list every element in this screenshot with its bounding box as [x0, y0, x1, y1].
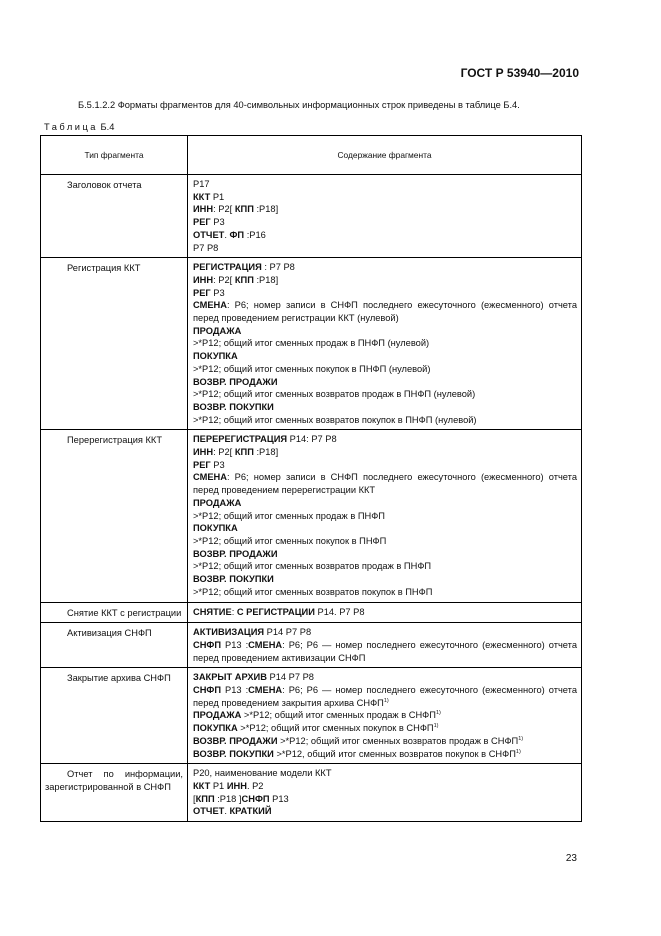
field-text: : P6; номер записи в СНФП последнего ежесуточного (ежесменного) отчета перед проведением регистрации ККТ (нулевой) [193, 300, 577, 324]
field-text: >*P12, общий итог сменных возвратов покупок в СНФП [273, 748, 516, 759]
field-keyword: СМЕНА [193, 472, 227, 483]
col-header-content: Содержание фрагмента [188, 136, 582, 175]
fragment-content-cell [188, 175, 582, 258]
field-text: P20, наименование модели ККТ [193, 768, 332, 779]
field-text: : [231, 606, 237, 617]
fragment-line [193, 671, 577, 684]
field-keyword: РЕГ [193, 217, 211, 228]
intro-paragraph: Б.5.1.2.2 Форматы фрагментов для 40-символьных информационных строк приведены в таблице Б.4. [78, 100, 520, 110]
fragment-line [193, 548, 577, 561]
field-text: P14: P7 P8 [287, 434, 337, 445]
fragment-content-cell [188, 668, 582, 764]
fragment-type-label: Отчет по информации, зарегистрированной в СНФП [45, 769, 183, 792]
field-text: : P6; P6 — номер последнего ежесуточного (ежесменного) отчета перед проведением закрытия архива СНФП [193, 685, 577, 708]
field-keyword: ВОЗВР. ПОКУПКИ [193, 574, 274, 585]
table-row [41, 175, 582, 258]
fragment-content-cell [188, 602, 582, 623]
field-keyword: ПРОДАЖА [193, 497, 242, 508]
fragment-line [193, 388, 577, 401]
field-text: >*P12; общий итог сменных возвратов продаж в ПНФП (нулевой) [193, 389, 476, 400]
fragment-line [193, 522, 577, 535]
fragment-content-cell [188, 623, 582, 668]
field-text: :P18 ] [214, 793, 242, 804]
field-text: : P6; P6 — номер последнего ежесуточного (ежесменного) отчета перед проведением активизации СНФП [193, 639, 577, 663]
fragment-table [40, 135, 582, 822]
table-body [41, 175, 582, 822]
fragment-line [193, 735, 577, 748]
field-text: : P2[ [213, 274, 235, 285]
fragment-line [193, 401, 577, 414]
field-keyword: РЕГИСТРАЦИЯ [193, 262, 262, 273]
field-keyword: ВОЗВР. ПРОДАЖИ [193, 735, 278, 746]
fragment-line [193, 497, 577, 510]
field-keyword: СНФП [193, 639, 222, 650]
fragment-line [193, 325, 577, 338]
field-text: >*P12; общий итог сменных продаж в СНФП [241, 710, 436, 721]
fragment-line [193, 606, 577, 619]
field-keyword: ИНН [226, 780, 247, 791]
field-keyword: ВОЗВР. ПОКУПКИ [193, 748, 274, 759]
fragment-line [193, 767, 577, 780]
fragment-type-label: Закрытие архива СНФП [67, 673, 171, 684]
field-keyword: ОТЧЕТ [193, 229, 225, 240]
footnote-mark: 1) [515, 748, 521, 755]
field-keyword: ОТЧЕТ [193, 806, 225, 817]
field-keyword: КПП [195, 793, 215, 804]
field-keyword: ПРОДАЖА [193, 325, 242, 336]
field-keyword: ККТ [193, 780, 211, 791]
field-keyword: ВОЗВР. ПОКУПКИ [193, 401, 274, 412]
field-text: :P16 [244, 229, 266, 240]
fragment-line [193, 560, 577, 573]
page-header-standard: ГОСТ Р 53940—2010 [460, 66, 579, 80]
fragment-type-label: Заголовок отчета [67, 180, 142, 190]
fragment-line [193, 573, 577, 586]
fragment-type-label: Перерегистрация ККТ [67, 435, 163, 446]
fragment-line [193, 414, 577, 427]
fragment-content-cell [188, 764, 582, 822]
field-text: : P6; номер записи в СНФП последнего ежесуточного (ежесменного) отчета перед проведением перерегистрации ККТ [193, 472, 577, 496]
field-text: : P7 P8 [261, 262, 295, 273]
fragment-type-cell [41, 623, 188, 668]
fragment-line [193, 242, 577, 255]
field-keyword: ИНН [193, 447, 214, 458]
fragment-type-cell [41, 175, 188, 258]
fragment-line [193, 191, 577, 204]
table-row [41, 623, 582, 668]
field-keyword: КПП [234, 274, 254, 285]
field-text: P3 [210, 217, 225, 228]
fragment-line [193, 805, 577, 818]
fragment-type-label: Регистрация ККТ [67, 263, 141, 274]
field-text: >*P12; общий итог сменных покупок в СНФП [237, 723, 434, 734]
fragment-line [193, 748, 577, 761]
field-text: P13 : [221, 685, 249, 696]
fragment-line [193, 350, 577, 363]
field-text: . [224, 806, 230, 817]
field-keyword: КПП [234, 204, 254, 215]
field-text: >*P12; общий итог сменных покупок в ПНФП [193, 535, 387, 546]
table-row [41, 430, 582, 602]
fragment-type-cell [41, 602, 188, 623]
table-row [41, 258, 582, 430]
field-keyword: КРАТКИЙ [229, 806, 272, 817]
table-header-row [41, 136, 582, 175]
fragment-line [193, 337, 577, 350]
fragment-line [193, 780, 577, 793]
fragment-line [193, 446, 577, 459]
fragment-line [193, 216, 577, 229]
fragment-line [193, 274, 577, 287]
table-row [41, 602, 582, 623]
field-keyword: ВОЗВР. ПРОДАЖИ [193, 548, 278, 559]
field-text: >*P12; общий итог сменных возвратов продаж в СНФП [277, 735, 519, 746]
field-text: P17 [193, 179, 210, 189]
field-keyword: ИНН [193, 204, 214, 215]
field-text: P13 : [221, 639, 249, 650]
field-text: P14 P7 P8 [266, 672, 314, 683]
field-text: P3 [210, 287, 225, 298]
field-keyword: РЕГ [193, 287, 211, 298]
fragment-line [193, 510, 577, 523]
fragment-line [193, 684, 577, 709]
fragment-line [193, 299, 577, 324]
field-keyword: КПП [234, 447, 254, 458]
fragment-type-cell [41, 258, 188, 430]
fragment-line [193, 709, 577, 722]
field-text: [ [193, 793, 196, 804]
fragment-line [193, 639, 577, 664]
field-text: P7 P8 [193, 242, 219, 253]
fragment-type-cell [41, 430, 188, 602]
field-text: . P2 [246, 780, 264, 791]
fragment-line [193, 203, 577, 216]
fragment-line [193, 535, 577, 548]
col-header-type: Тип фрагмента [41, 136, 188, 175]
field-text: P14 P7 P8 [264, 627, 312, 638]
field-keyword: СНФП [241, 793, 270, 804]
table-caption-word: Таблица [44, 122, 98, 132]
field-text: >*P12; общий итог сменных покупок в ПНФП (нулевой) [193, 363, 431, 374]
fragment-line [193, 626, 577, 639]
field-keyword: СНФП [193, 685, 222, 696]
field-text: P14. P7 P8 [314, 606, 365, 617]
footnote-mark: 1) [435, 710, 441, 717]
field-text: :P18] [253, 274, 279, 285]
field-keyword: ИНН [193, 274, 214, 285]
field-keyword: ФП [229, 229, 245, 240]
field-keyword: ПЕРЕРЕГИСТРАЦИЯ [193, 434, 288, 445]
fragment-line [193, 793, 577, 806]
field-keyword: СМЕНА [248, 685, 283, 696]
field-keyword: ПОКУПКА [193, 351, 238, 362]
page-number: 23 [565, 853, 577, 864]
footnote-mark: 1) [433, 723, 439, 730]
fragment-line [193, 229, 577, 242]
field-text: . [224, 229, 230, 240]
fragment-line [193, 178, 577, 191]
field-text: >*P12; общий итог сменных возвратов продаж в ПНФП [193, 561, 432, 572]
field-keyword: ПОКУПКА [193, 523, 238, 534]
fragment-type-cell [41, 764, 188, 822]
field-text: P1 [210, 191, 225, 202]
fragment-line [193, 471, 577, 496]
field-text: >*P12; общий итог сменных возвратов покупок в ПНФП (нулевой) [193, 414, 477, 425]
field-keyword: ЗАКРЫТ АРХИВ [193, 672, 267, 683]
fragment-line [193, 363, 577, 376]
field-keyword: С РЕГИСТРАЦИИ [236, 606, 315, 617]
table-caption [44, 122, 114, 132]
fragment-line [193, 433, 577, 446]
field-text: >*P12; общий итог сменных возвратов покупок в ПНФП [193, 586, 433, 597]
field-keyword: РЕГ [193, 459, 211, 470]
field-text: :P18] [253, 447, 279, 458]
footnote-mark: 1) [383, 697, 389, 704]
fragment-line [193, 287, 577, 300]
field-text: >*P12; общий итог сменных продаж в ПНФП (нулевой) [193, 338, 430, 349]
fragment-content-cell [188, 258, 582, 430]
fragment-line [193, 586, 577, 599]
table-row [41, 668, 582, 764]
fragment-line [193, 376, 577, 389]
field-keyword: ККТ [193, 191, 211, 202]
field-text: : P2[ [213, 447, 235, 458]
field-keyword: СМЕНА [248, 639, 283, 650]
table-caption-number: Б.4 [100, 122, 115, 132]
fragment-content-cell [188, 430, 582, 602]
fragment-line [193, 261, 577, 274]
fragment-type-label: Активизация СНФП [67, 628, 152, 639]
field-keyword: СНЯТИЕ [193, 606, 232, 617]
field-keyword: ВОЗВР. ПРОДАЖИ [193, 376, 278, 387]
fragment-line [193, 722, 577, 735]
field-keyword: СМЕНА [193, 300, 227, 311]
field-text: :P18] [253, 204, 279, 215]
field-text: P1 [210, 780, 227, 791]
field-text: P3 [210, 459, 225, 470]
field-keyword: АКТИВИЗАЦИЯ [193, 627, 265, 638]
footnote-mark: 1) [518, 735, 524, 742]
fragment-type-label: Снятие ККТ с регистрации [67, 607, 182, 618]
fragment-line [193, 459, 577, 472]
field-keyword: ПОКУПКА [193, 723, 238, 734]
field-text: >*P12; общий итог сменных продаж в ПНФП [193, 510, 385, 521]
field-keyword: ПРОДАЖА [193, 710, 242, 721]
table-row [41, 764, 582, 822]
field-text: P13 [269, 793, 289, 804]
field-text: : P2[ [213, 204, 235, 215]
fragment-type-cell [41, 668, 188, 764]
